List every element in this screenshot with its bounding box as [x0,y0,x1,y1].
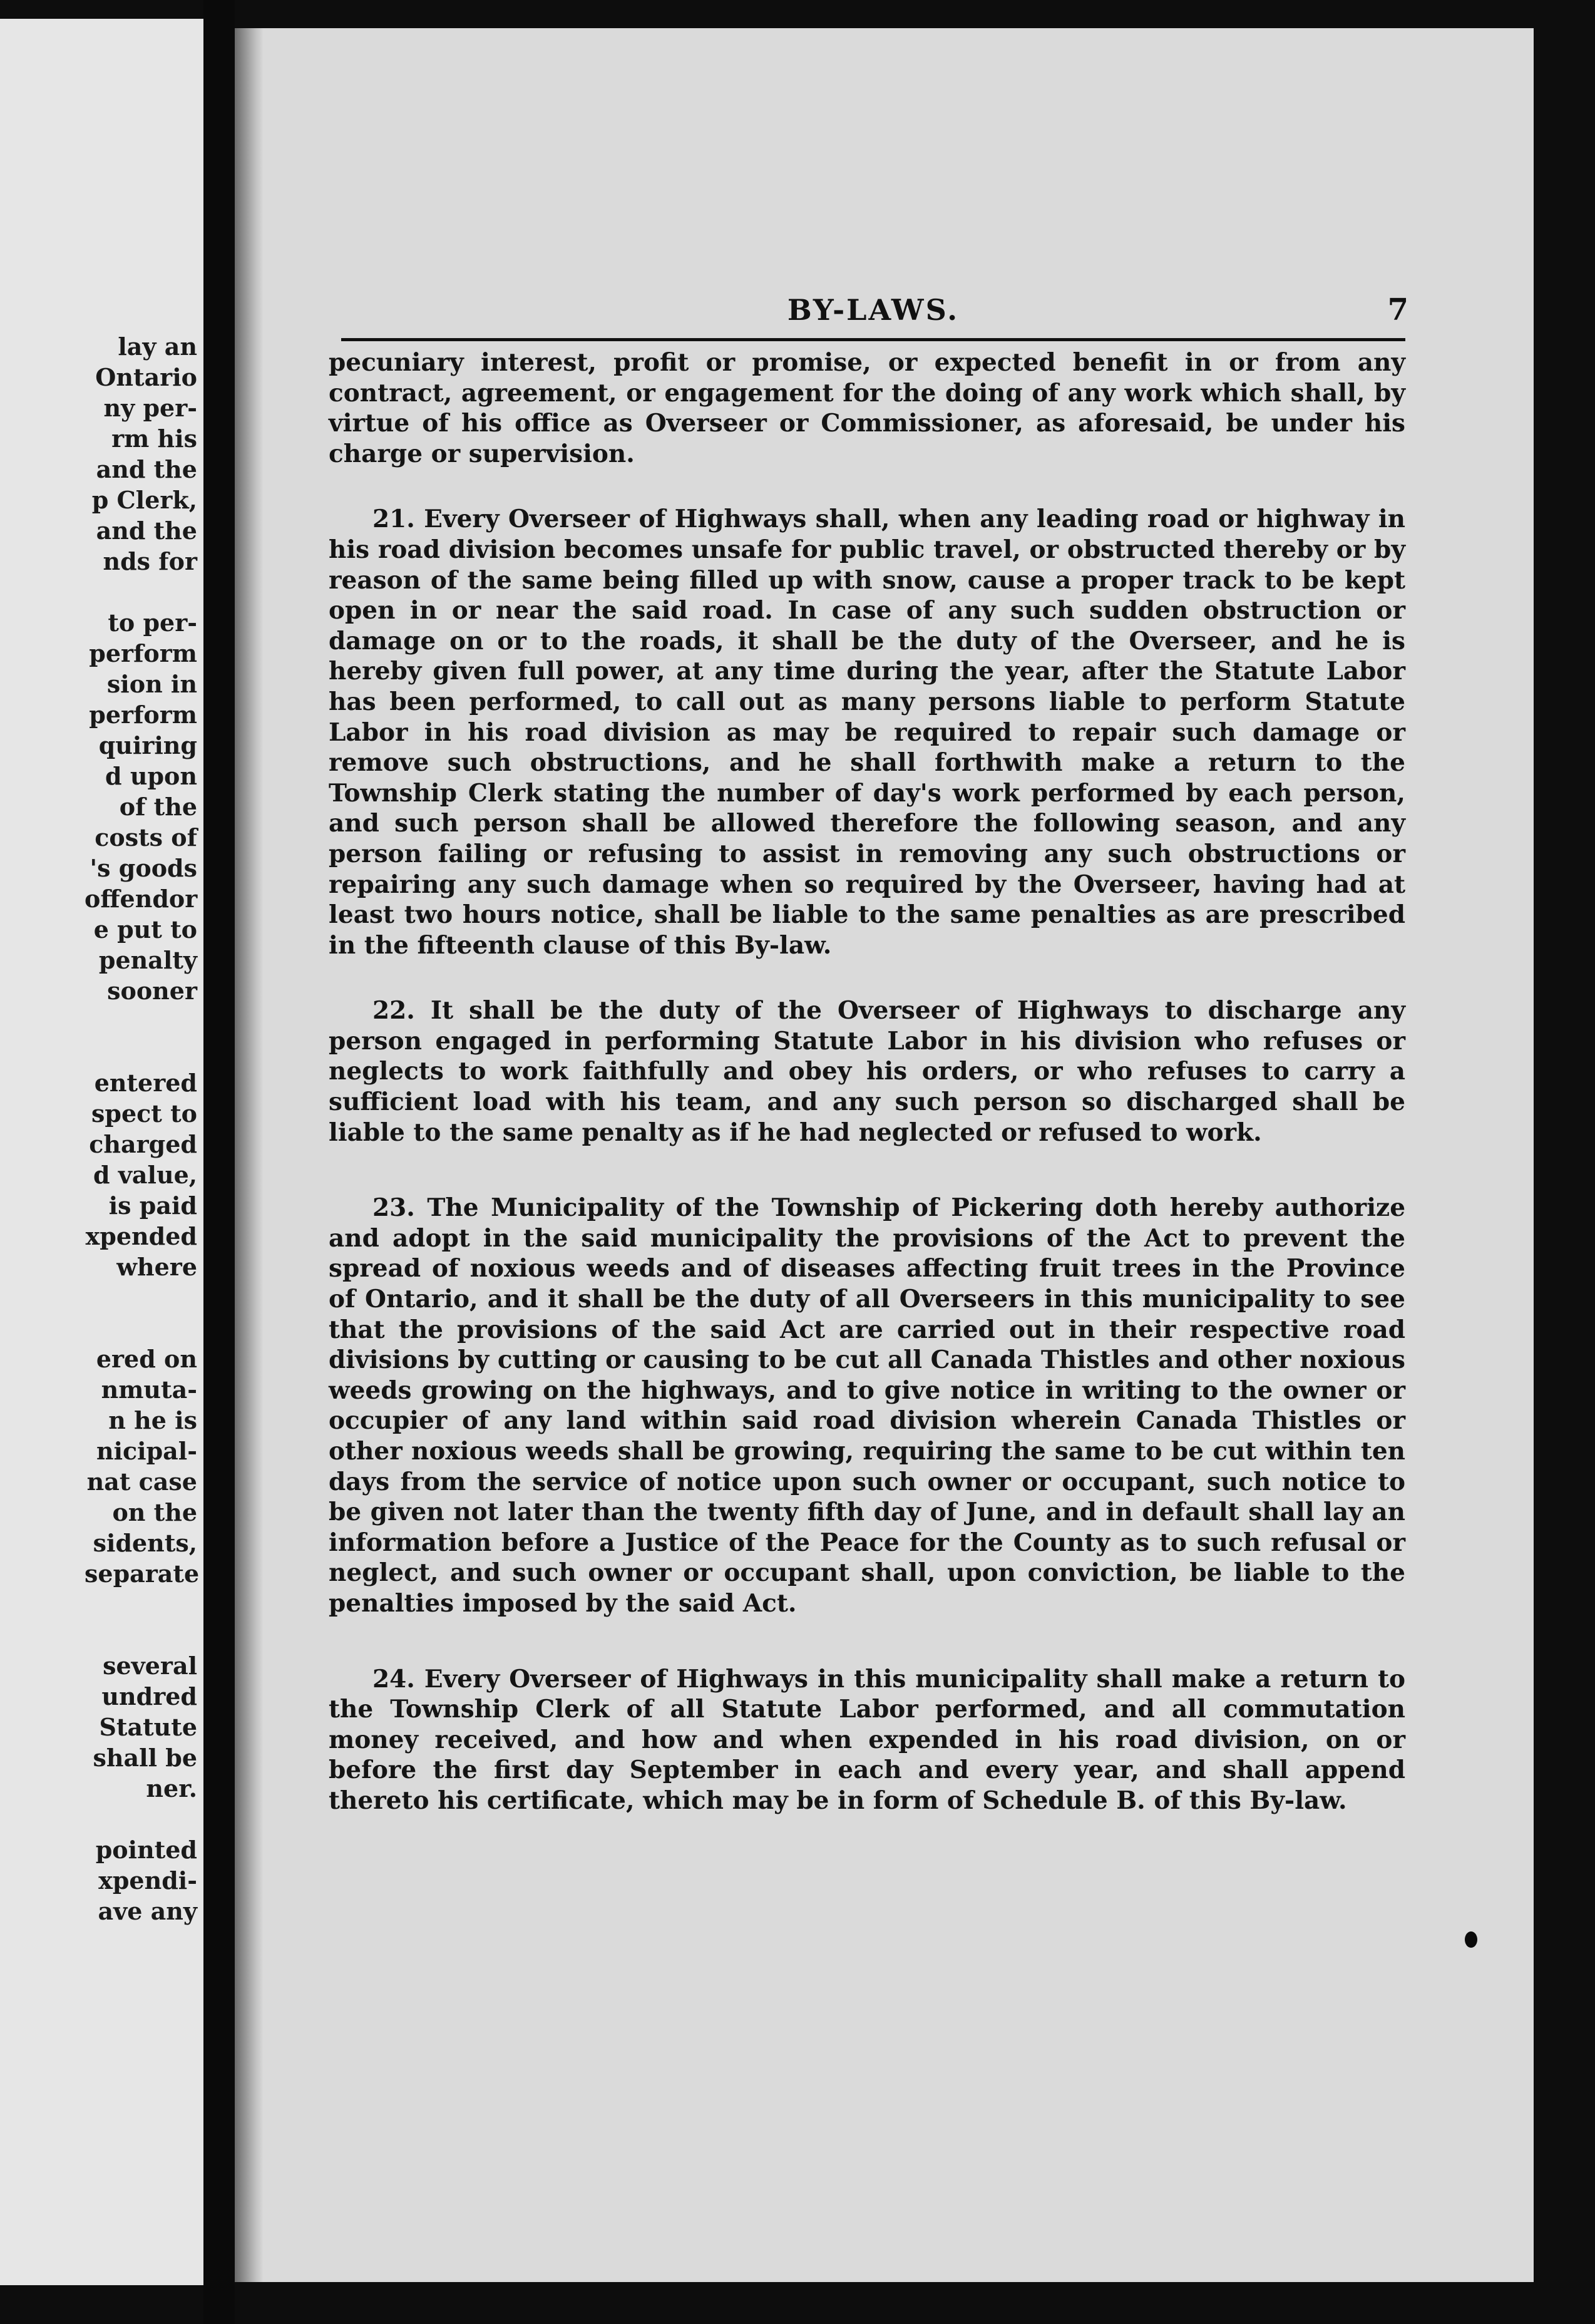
left-page-fragment: d value, [93,1161,197,1189]
left-page-fragment: of the [119,793,197,821]
paragraph-continuation [329,347,1405,469]
body-text [329,347,1405,1816]
left-page-fragment: costs of [95,823,197,851]
left-page-fragment: lay an [118,332,197,361]
paragraph-text: It shall be the duty of the Overseer of Highways to discharge any person engaged in performing Statute Labor in his division who refuses or neglects to work faithfully and obey his orders, or who refuses to carry a sufficient load with his team, and any such person so discharged shall be liable to the same penalty as if he had neglected or refused to work. [329,996,1405,1147]
left-page-fragment: several [103,1652,197,1680]
left-page-fragment: n he is [108,1406,197,1434]
paragraph-text: The Municipality of the Township of Pickering doth hereby authorize and adopt in the said municipality the provisions of the Act to prevent the spread of noxious weeds and of diseases affecting fruit trees in the Province of Ontario, and it shall be the duty of all Overseers in this municipality to see that the provisions of the said Act are carried out in their respective road divisions by cutting or causing to be cut all Canada Thistles and other noxious weeds growing on the highways, and to give notice in writing to the owner or occupier of any land within said road division wherein Canada Thistles or other noxious weeds shall be growing, requiring the same to be cut within ten days from the service of notice upon such owner or occupant, such notice to be given not later than the twenty fifth day of June, and in default shall lay an information before a Justice of the Peace for the County as to such refusal or neglect, and such owner or occupant shall, upon conviction, be liable to the penalties imposed by the said Act. [329,1193,1406,1618]
left-page-fragment: nds for [103,547,197,575]
left-page-fragment: and the [96,455,197,483]
left-page-fragment: spect to [91,1099,197,1128]
binding-gutter [235,28,264,2282]
left-page-fragment: perform [89,701,197,729]
section-number: 22. [372,996,415,1026]
left-page-fragment: quiring [98,731,197,759]
left-page-fragment: ered on [96,1345,197,1373]
left-page-fragment: p Clerk, [91,486,197,514]
left-page-fragment: shall be [93,1744,197,1772]
section-24 [329,1664,1405,1816]
left-page-fragment: sion in [106,670,197,698]
section-number: 24. [372,1664,415,1694]
left-page-fragment: xpended [85,1222,197,1250]
left-page-fragment: rm his [111,424,197,453]
left-page-fragment: entered [94,1069,197,1097]
page-number: 7 [1387,292,1408,327]
left-page-fragment: nat case [86,1468,197,1496]
left-page-fragment: nmuta- [101,1375,197,1404]
paragraph-text: Every Overseer of Highways shall, when any leading road or highway in his road division becomes unsafe for public travel, or obstructed thereby or by reason of the same being filled up with snow, cause a proper track to be kept open in or near the said road. In case of any such sudden obstruction or damage on or to the roads, it shall be the duty of the Overseer, and he is hereby given full power, at any time during the year, after the Statute Labor has been performed, to call out as many persons liable to perform Statute Labor in his road division as may be required to repair such damage or remove such obstructions, and he shall forthwith make a return to the Township Clerk stating the number of day's work performed by each person, and such person shall be allowed therefore the following season, and any person failing or refusing to assist in removing any such obstructions or repairing any such damage when so required by the Overseer, having had at least two hours notice, shall be liable to the same penalties as are prescribed in the fifteenth clause of this By-law. [329,505,1406,960]
paragraph-text: pecuniary interest, profit or promise, or expected benefit in or from any contract, agreement, or engagement for the doing of any work which shall, by virtue of his office as Overseer or Commissioner, as aforesaid, be under his charge or supervision. [329,348,1405,468]
left-page-fragment: 's goods [90,854,197,882]
running-header [341,282,1408,341]
left-page-fragment: Ontario [95,363,197,391]
left-page-fragment: offendor [85,885,198,913]
left-page-fragment: charged [89,1130,197,1158]
page-gutter-shadow [203,0,235,2324]
left-page-fragment: d upon [105,762,197,790]
left-page-fragment: sidents, [93,1529,197,1557]
left-page-fragment: sooner [107,977,197,1005]
section-21 [329,504,1405,960]
left-page-fragment: separate [85,1560,200,1588]
left-page-fragment: Statute [99,1713,197,1741]
left-page-fragment: ner. [146,1774,197,1802]
left-page-fragment: is paid [108,1191,197,1220]
left-page-fragment: xpendi- [98,1866,197,1895]
left-page-fragment: undred [101,1682,197,1710]
left-page-fragment: ave any [98,1897,197,1925]
page-title: BY-LAWS. [787,293,960,327]
paragraph-text: Every Overseer of Highways in this municipality shall make a return to the Township Clerk of all Statute Labor performed, and all commutation money received, and how and when expended in his road division, on or before the first day September in each and every year, and shall append thereto his certificate, which may be in form of Schedule B. of this By-law. [329,1664,1406,1815]
left-page-fragment: pointed [95,1836,197,1864]
left-page-edge [0,19,203,2285]
left-page-fragment: and the [96,517,197,545]
left-page-fragment: to per- [108,609,197,637]
left-page-fragment: where [116,1253,197,1281]
left-page-fragment: e put to [93,915,197,943]
section-23 [329,1193,1405,1618]
left-page-fragment: on the [112,1498,197,1526]
left-page-fragment: nicipal- [96,1437,197,1465]
left-page-fragment: perform [89,639,197,667]
section-22 [329,995,1405,1148]
document-page [235,28,1534,2282]
ink-speck [1465,1931,1477,1948]
left-page-fragment: ny per- [103,394,197,422]
section-number: 23. [372,1193,415,1223]
left-page-fragment: penalty [98,946,197,974]
section-number: 21. [372,505,415,534]
